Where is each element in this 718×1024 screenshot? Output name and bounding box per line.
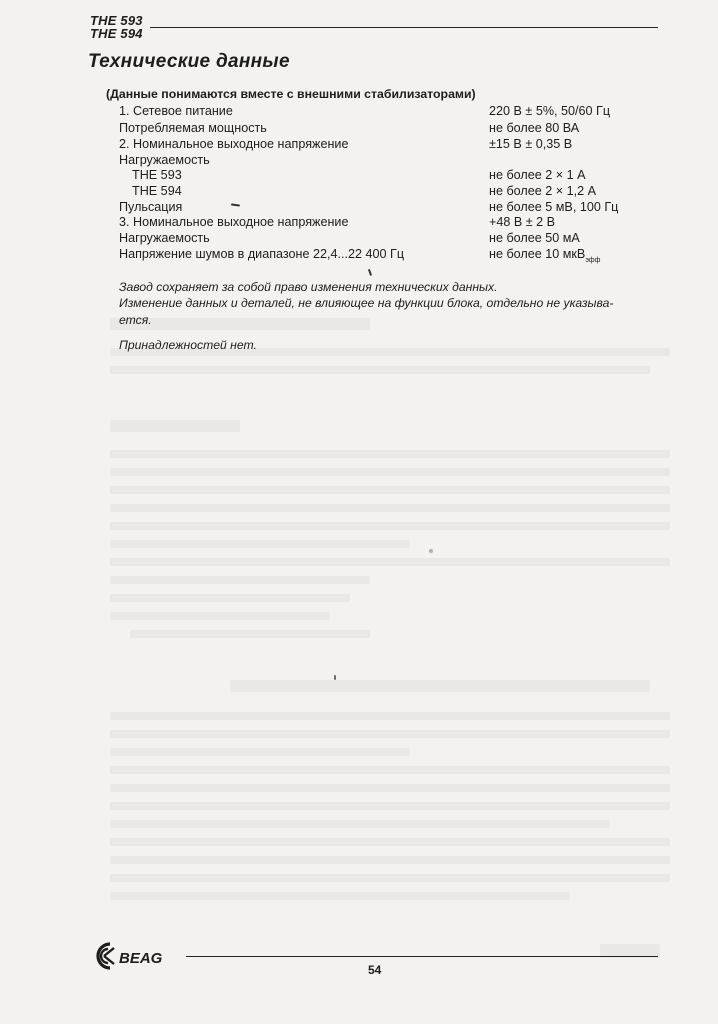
spec-value-subscript: эфф [585,257,601,264]
spec-label: 3. Номинальное выходное напряжение [119,215,349,229]
notes-line: Изменение данных и деталей, не влияющее на функции блока, отдельно не указыва- [119,296,614,310]
spec-row [0,104,718,120]
spec-value: 220 В ± 5%, 50/60 Гц [489,104,611,118]
spec-value [489,247,600,264]
spec-label: THE 594 [132,184,182,198]
spec-label: Напряжение шумов в диапазоне 22,4...22 400 Гц [119,247,405,261]
spec-row [0,184,718,200]
spec-label: 2. Номинальное выходное напряжение [119,137,349,151]
beag-logo [90,938,182,974]
print-speck [368,269,372,276]
model-code-593: THE 593 [90,13,143,28]
spec-value: +48 В ± 2 В [489,215,556,229]
spec-row [0,200,718,216]
print-speck [334,675,336,680]
spec-row [0,121,718,137]
spec-value: не более 2 × 1 А [489,168,586,182]
notes-line: ется. [119,313,152,327]
logo-text: BEAG [119,950,163,967]
model-code-594: THE 594 [90,26,143,41]
spec-value: ±15 В ± 0,35 В [489,137,573,151]
page-number: 54 [368,963,382,977]
spec-value: не более 80 ВА [489,121,580,135]
spec-label: Пульсация [119,200,183,214]
spec-value: не более 5 мВ, 100 Гц [489,200,619,214]
spec-row [0,231,718,247]
spec-row [0,247,718,263]
spec-note: (Данные понимаются вместе с внешними стабилизаторами) [106,87,476,101]
spec-value: не более 2 × 1,2 А [489,184,597,198]
spec-value-text: не более 10 мкВ [489,247,586,261]
spec-row [0,153,718,169]
spec-row [0,137,718,153]
print-speck [429,549,433,553]
footer-rule [186,956,658,957]
spec-label: Потребляемая мощность [119,121,267,135]
spec-label: 1. Сетевое питание [119,104,233,118]
header-rule [150,27,658,28]
spec-value: не более 50 мА [489,231,580,245]
spec-label: Нагружаемость [119,231,210,245]
spec-label: THE 593 [132,168,182,182]
page-title: Технические данные [88,51,290,72]
spec-row [0,168,718,184]
notes-line: Завод сохраняет за собой право изменения технических данных. [119,280,498,294]
notes-line: Принадлежностей нет. [119,338,257,352]
spec-label: Нагружаемость [119,153,210,167]
spec-row [0,215,718,231]
